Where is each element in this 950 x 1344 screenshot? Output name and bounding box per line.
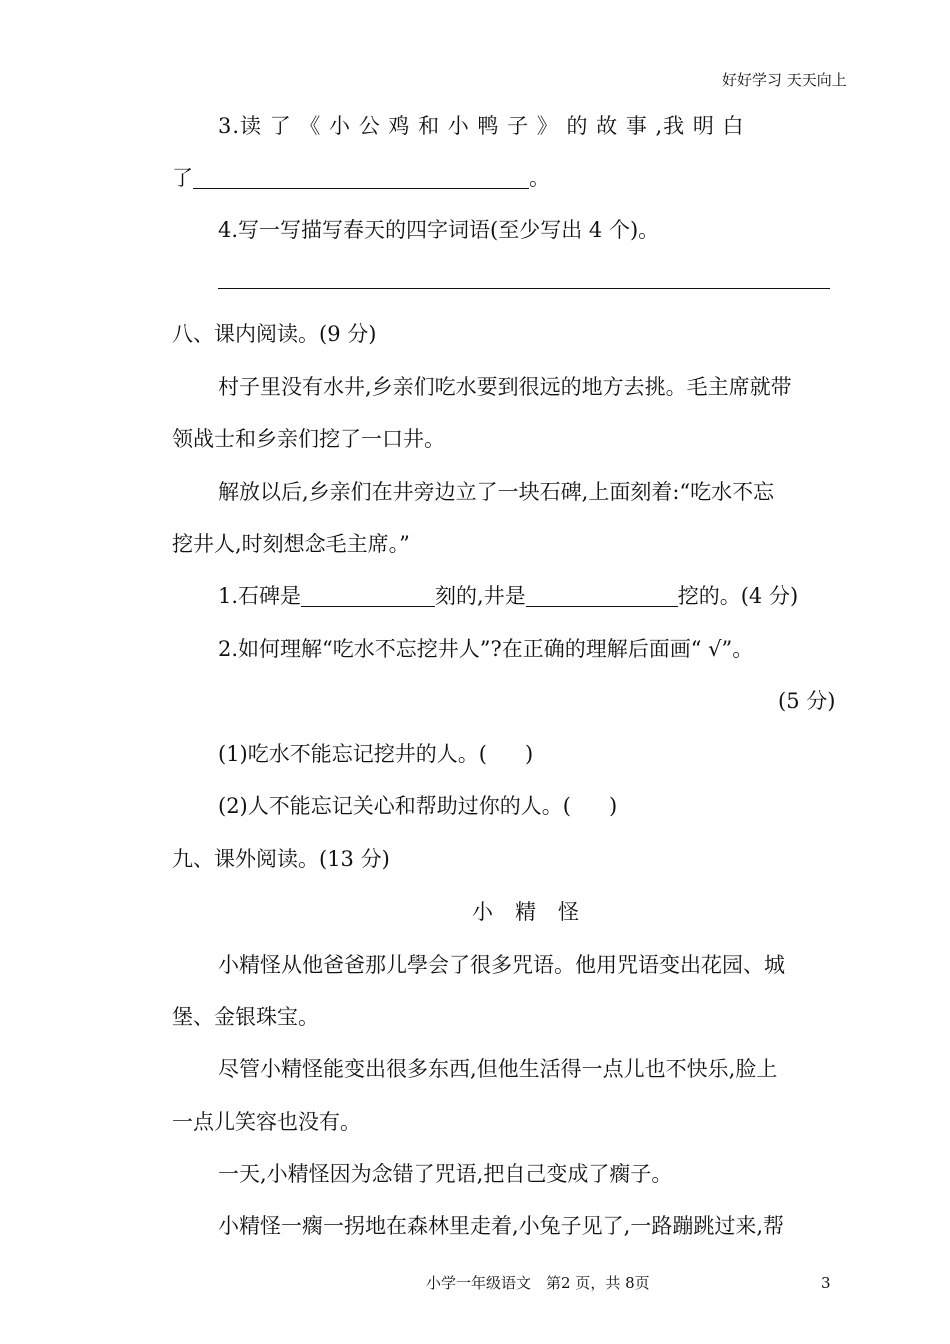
q7-item3-line2-suffix: 。 bbox=[529, 166, 550, 190]
footer-page-info: 小学一年级语文 第2 页，共 8页 bbox=[426, 1274, 650, 1292]
answer-line-spring-words[interactable] bbox=[218, 288, 830, 289]
section9-passage-line4: 一点儿笑容也没有。 bbox=[172, 1110, 361, 1134]
section8-option2-close: ) bbox=[608, 794, 618, 818]
section9-passage-line1: 小精怪从他爸爸那儿學会了很多咒语。他用咒语变出花园、城 bbox=[218, 953, 785, 977]
section9-passage-line3: 尽管小精怪能变出很多东西,但他生活得一点儿也不快乐,脸上 bbox=[218, 1057, 778, 1081]
q7-item3-line2 bbox=[172, 164, 550, 192]
section9-passage-line5: 一天,小精怪因为念错了咒语,把自己变成了瘸子。 bbox=[218, 1162, 673, 1186]
section8-passage-line4: 挖井人,时刻想念毛主席。” bbox=[172, 532, 410, 556]
answer-blank-lesson[interactable] bbox=[193, 166, 529, 189]
header-slogan: 好好学习 天天向上 bbox=[722, 71, 847, 89]
section9-passage-line6: 小精怪一瘸一拐地在森林里走着,小兔子见了,一路蹦跳过来,帮 bbox=[218, 1214, 785, 1238]
section8-option1 bbox=[218, 740, 533, 768]
section8-q2-text: 2.如何理解“吃水不忘挖井人”?在正确的理解后面画“ √”。 bbox=[218, 637, 754, 661]
footer-page-number: 3 bbox=[821, 1274, 831, 1292]
section8-q1-suffix: 挖的。(4 分) bbox=[677, 584, 799, 608]
section8-q2-score: (5 分) bbox=[778, 689, 836, 713]
q7-item4-text: 4.写一写描写春天的四字词语(至少写出 4 个)。 bbox=[218, 218, 660, 242]
section8-heading: 八、课内阅读。(9 分) bbox=[172, 322, 377, 346]
q7-item3-line1: 3.读 了 《 小 公 鸡 和 小 鸭 子 》 的 故 事 ,我 明 白 bbox=[218, 114, 745, 138]
section8-q1-middle: 刻的,井是 bbox=[435, 584, 526, 608]
section8-option2-text: (2)人不能忘记关心和帮助过你的人。( bbox=[218, 794, 571, 818]
answer-blank-stele-carver[interactable] bbox=[301, 584, 435, 607]
story-title: 小精怪 bbox=[472, 900, 601, 924]
section8-passage-line2: 领战士和乡亲们挖了一口井。 bbox=[172, 427, 445, 451]
section8-option2 bbox=[218, 792, 617, 820]
section9-passage-line2: 堡、金银珠宝。 bbox=[172, 1005, 319, 1029]
section8-option1-close: ) bbox=[524, 742, 534, 766]
q7-item3-line2-prefix: 了 bbox=[172, 166, 193, 190]
section8-passage-line3: 解放以后,乡亲们在井旁边立了一块石碑,上面刻着:“吃水不忘 bbox=[218, 480, 775, 504]
section8-passage-line1: 村子里没有水井,乡亲们吃水要到很远的地方去挑。毛主席就带 bbox=[218, 375, 792, 399]
section8-q1 bbox=[218, 582, 798, 610]
answer-blank-well-digger[interactable] bbox=[526, 584, 678, 607]
section8-q1-prefix: 1.石碑是 bbox=[218, 584, 302, 608]
section8-option1-text: (1)吃水不能忘记挖井的人。( bbox=[218, 742, 487, 766]
section9-heading: 九、课外阅读。(13 分) bbox=[172, 847, 390, 871]
